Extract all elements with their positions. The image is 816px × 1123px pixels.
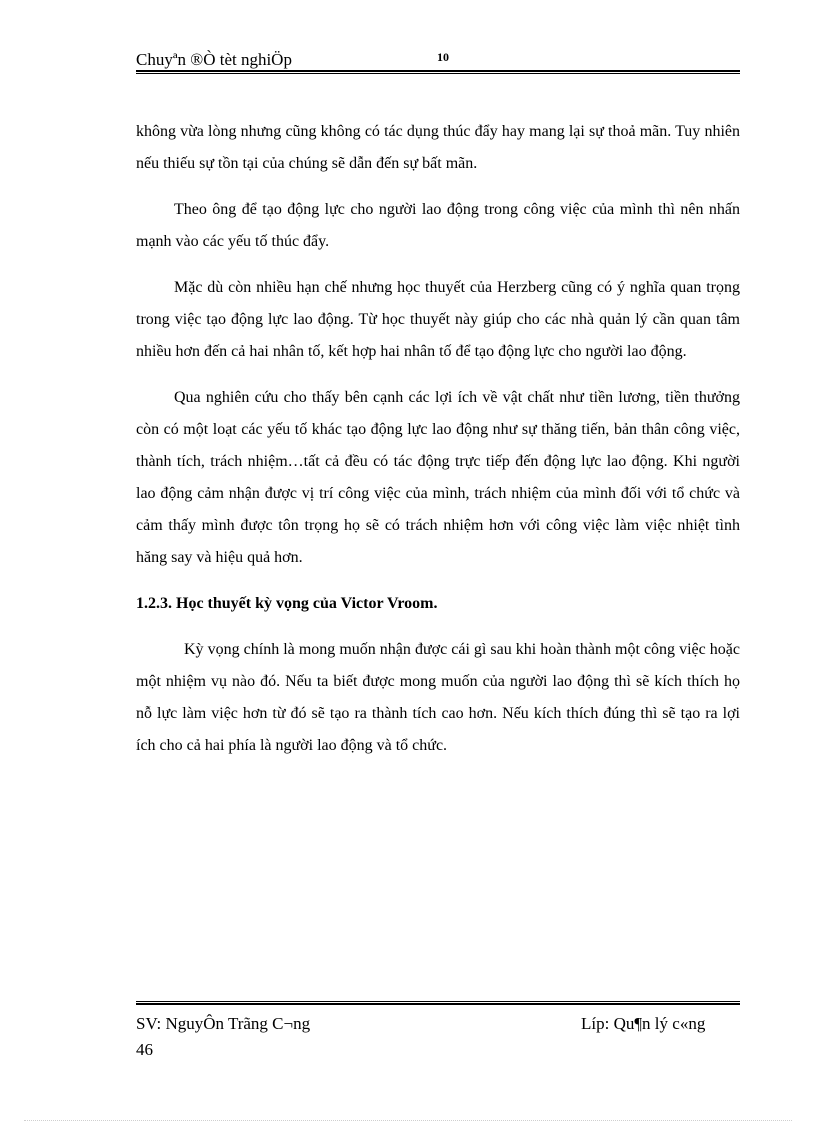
page-edge <box>24 1120 792 1121</box>
footer-student: SV: NguyÔn Trãng C¬ng <box>136 1014 311 1033</box>
document-body <box>136 116 740 776</box>
footer-divider <box>136 1001 740 1005</box>
paragraph-5: Kỳ vọng chính là mong muốn nhận được cái gì sau khi hoàn thành một công việc hoặc một nhiệm vụ nào đó. Nếu ta biết được mong muốn của người lao động thì sẽ kích thích họ nỗ lực làm việc hơn từ đó sẽ tạo ra thành tích cao hơn. Nếu kích thích đúng thì sẽ tạo ra lợi ích cho cả hai phía là người lao động và tổ chức. <box>136 641 740 754</box>
paragraph-2: Theo ông để tạo động lực cho người lao động trong công việc của mình thì nên nhấn mạnh vào các yếu tố thúc đẩy. <box>136 201 740 250</box>
paragraph-1: không vừa lòng nhưng cũng không có tác dụng thúc đẩy hay mang lại sự thoả mãn. Tuy nhiên nếu thiếu sự tồn tại của chúng sẽ dẫn đến sự bất mãn. <box>136 123 740 172</box>
footer-class: Líp: Qu¶n lý c«ng <box>581 1014 706 1033</box>
footer-page-number: 46 <box>136 1040 153 1059</box>
section-heading: 1.2.3. Học thuyết kỳ vọng của Victor Vroom. <box>136 595 438 612</box>
paragraph-4: Qua nghiên cứu cho thấy bên cạnh các lợi ích về vật chất như tiền lương, tiền thưởng còn có một loạt các yếu tố khác tạo động lực lao động như sự thăng tiến, bản thân công việc, thành tích, trách nhiệm…tất cả đều có tác động trực tiếp đến động lực lao động. Khi người lao động cảm nhận được vị trí công việc của mình, trách nhiệm của mình đối với tổ chức và cảm thấy mình được tôn trọng họ sẽ có trách nhiệm hơn với công việc làm việc nhiệt tình hăng say và hiệu quả hơn. <box>136 389 740 566</box>
page-number: 10 <box>437 50 449 64</box>
header-divider <box>136 70 740 74</box>
header-title: Chuyªn ®Ò tèt nghiÖp <box>136 50 292 69</box>
paragraph-3: Mặc dù còn nhiều hạn chế nhưng học thuyết của Herzberg cũng có ý nghĩa quan trọng trong việc tạo động lực lao động. Từ học thuyết này giúp cho các nhà quản lý cần quan tâm nhiều hơn đến cả hai nhân tố, kết hợp hai nhân tố để tạo động lực cho người lao động. <box>136 279 740 360</box>
